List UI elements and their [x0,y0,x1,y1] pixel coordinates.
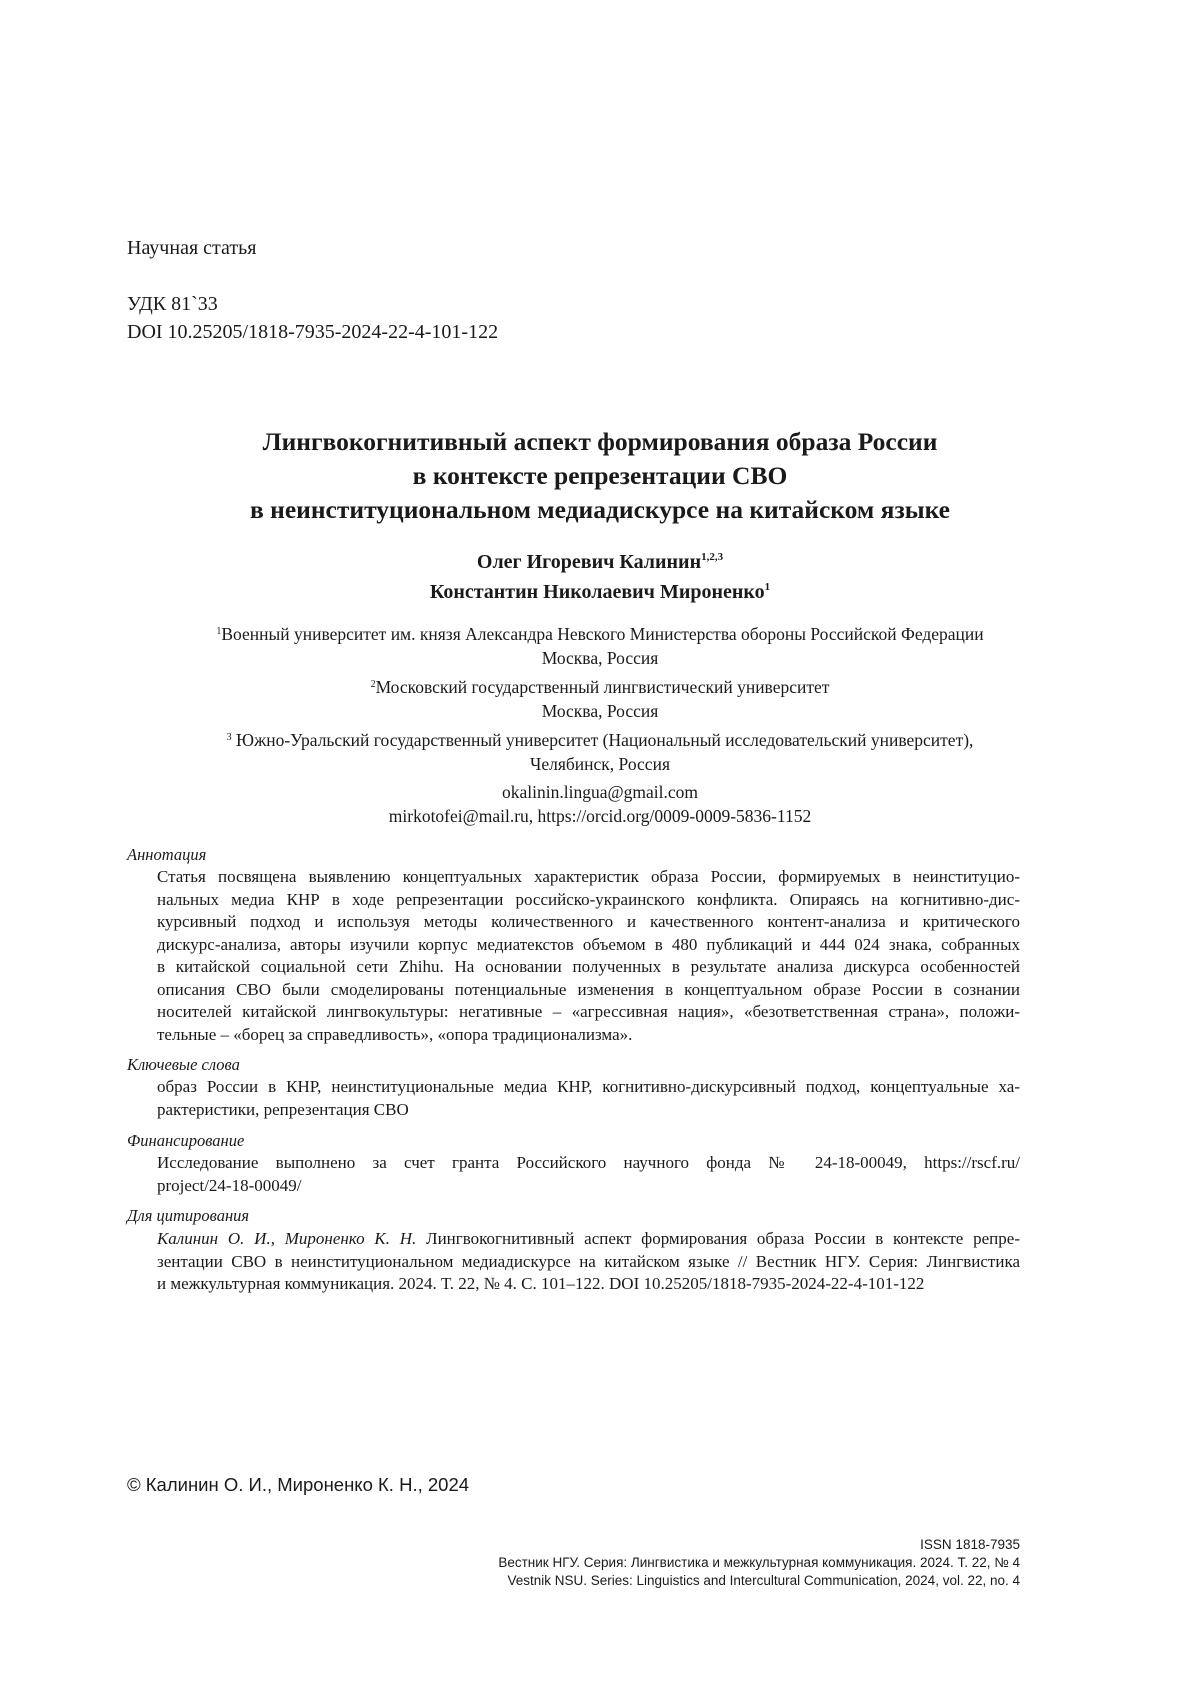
abstract-line: курсивный подход и используя методы количественного и качественного контент-анализа и критического [157,911,1020,934]
author-name: Константин Николаевич Мироненко [430,581,765,603]
title-line: в контексте репрезентации СВО [100,459,1100,493]
citation-text [157,1228,1020,1296]
title-line: в неинституциональном медиадискурсе на китайском языке [100,493,1100,527]
funding-text [157,1152,1020,1197]
affiliation-name: Московский государственный лингвистический университет [376,677,830,697]
citation-authors: Калинин О. И., Мироненко К. Н. [157,1229,416,1248]
email-orcid-links[interactable]: mirkotofei@mail.ru, https://orcid.org/0009-0009-5836-1152 [100,804,1100,828]
article-identifiers [127,290,498,346]
journal-title-en: Vestnik NSU. Series: Linguistics and Intercultural Communication, 2024, vol. 22, no. 4 [420,1572,1020,1590]
issn: ISSN 1818-7935 [420,1536,1020,1554]
funding-line: project/24-18-00049/ [157,1175,1020,1198]
abstract-line: Статья посвящена выявлению концептуальных характеристик образа России, формируемых в неинституцио- [157,866,1020,889]
author-affiliation-marks: 1,2,3 [701,551,723,563]
author [100,577,1100,607]
udc-code: УДК 81`33 [127,290,498,318]
affiliation-mark: 2 [371,679,376,690]
affiliation-mark: 1 [216,626,221,637]
abstract-text [157,866,1020,1046]
citation-title: Лингвокогнитивный аспект формирования образа России в контексте репре- [416,1229,1020,1248]
affiliation-mark: 3 [227,732,232,743]
email-link[interactable]: okalinin.lingua@gmail.com [100,780,1100,804]
keywords-line: образ России в КНР, неинституциональные медиа КНР, когнитивно-дискурсивный подход, концептуальныe ха- [157,1076,1020,1099]
affiliation-city: Челябинск, Россия [100,752,1100,776]
article-page [0,0,1200,1697]
author [100,547,1100,577]
author-affiliation-marks: 1 [765,581,771,593]
citation-line: зентации СВО в неинституциональном медиадискурсе на китайском языке // Вестник НГУ. Серия: Лингвистика [157,1251,1020,1274]
abstract-line: нальных медиа КНР в ходе репрезентации российско-украинского конфликта. Опираясь на когнитивно-дис- [157,889,1020,912]
article-type: Научная статья [127,237,256,260]
journal-title-ru: Вестник НГУ. Серия: Лингвистика и межкультурная коммуникация. 2024. Т. 22, № 4 [420,1554,1020,1572]
funding-line: Исследование выполнено за счет гранта Российского научного фонда № 24-18-00049, https://rscf.ru/ [157,1152,1020,1175]
doi: DOI 10.25205/1818-7935-2024-22-4-101-122 [127,318,498,346]
citation-label: Для цитирования [127,1206,249,1226]
keywords-label: Ключевые слова [127,1055,240,1075]
journal-footer [420,1536,1020,1590]
affiliation-city: Москва, Россия [100,646,1100,670]
affiliation [100,675,1100,723]
article-title [100,425,1100,527]
funding-label: Финансирование [127,1131,244,1151]
authors [100,547,1100,607]
abstract-line: описания СВО были смоделированы потенциальные изменения в концептуальном образе России в сознании [157,979,1020,1002]
keywords-line: рактеристики, репрезентация СВО [157,1099,1020,1122]
abstract-label: Аннотация [127,845,206,865]
abstract-line: дискурс-анализа, авторы изучили корпус медиатекстов объемом в 480 публикаций и 444 024 знака, собранных [157,934,1020,957]
copyright: © Калинин О. И., Мироненко К. Н., 2024 [127,1474,469,1496]
author-name: Олег Игоревич Калинин [477,551,701,573]
affiliation-name: Южно-Уральский государственный университет (Национальный исследовательский университет), [232,730,974,750]
abstract-line: носителей китайской лингвокультуры: негативные – «агрессивная нация», «безответственная страна», положи- [157,1001,1020,1024]
keywords-text [157,1076,1020,1121]
abstract-line: тельные – «борец за справедливость», «опора традиционализма». [157,1024,1020,1047]
affiliation-city: Москва, Россия [100,699,1100,723]
contacts [100,780,1100,828]
title-line: Лингвокогнитивный аспект формирования образа России [100,425,1100,459]
citation-line [157,1228,1020,1251]
affiliation-name: Военный университет им. князя Александра Невского Министерства обороны Российской Федерации [221,624,983,644]
affiliation [100,622,1100,670]
abstract-line: в китайской социальной сети Zhihu. На основании полученных в результате анализа дискурса особенностей [157,956,1020,979]
affiliation [100,728,1100,776]
citation-line: и межкультурная коммуникация. 2024. Т. 22, № 4. С. 101–122. DOI 10.25205/1818-7935-2024-22-4-101-122 [157,1273,1020,1296]
